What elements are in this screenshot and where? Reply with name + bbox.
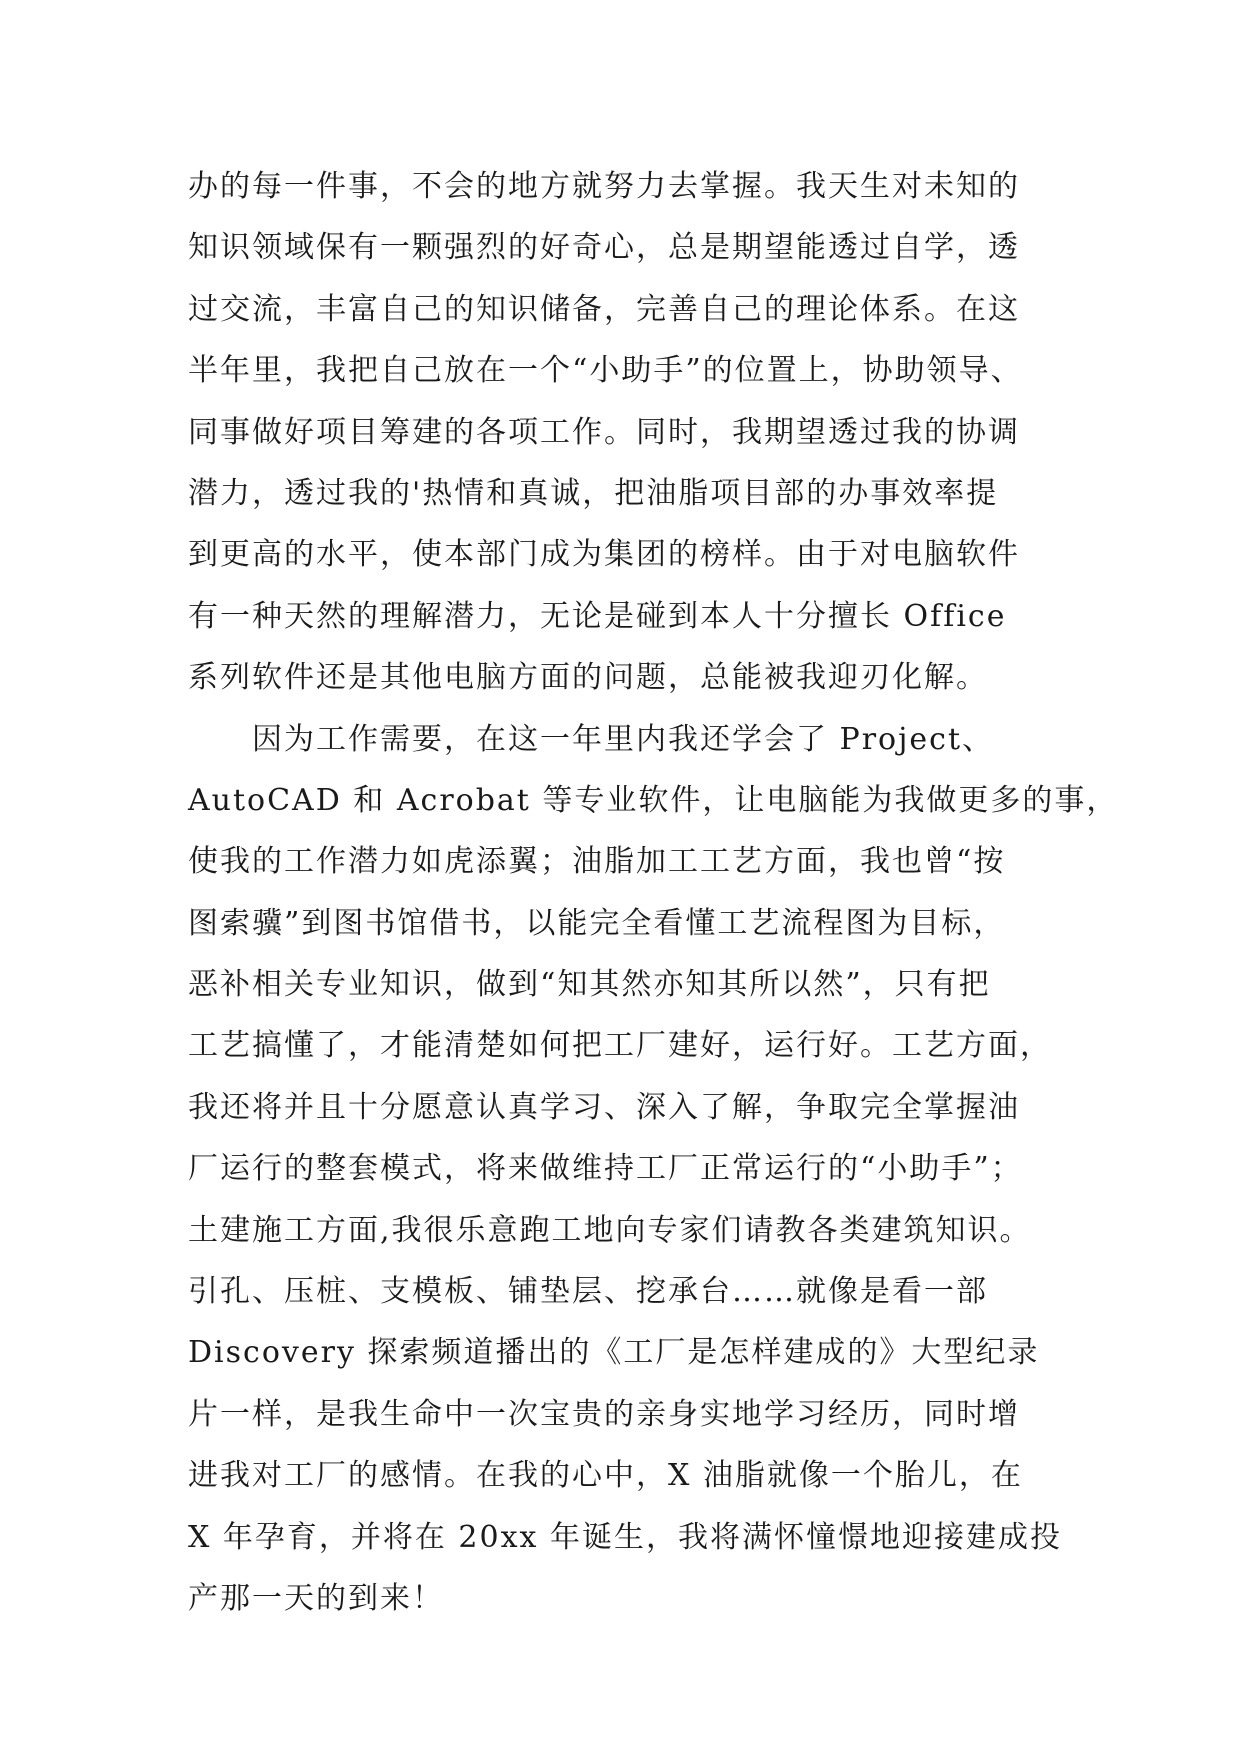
text-line: 恶补相关专业知识，做到“知其然亦知其所以然”，只有把 <box>188 967 991 1003</box>
text-line: 系列软件还是其他电脑方面的问题，总能被我迎刃化解。 <box>188 660 988 696</box>
text-line: 半年里，我把自己放在一个“小助手”的位置上，协助领导、 <box>188 353 1023 389</box>
text-line: 过交流，丰富自己的知识储备，完善自己的理论体系。在这 <box>188 291 1020 327</box>
text-line: 有一种天然的理解潜力，无论是碰到本人十分擅长 Office <box>188 598 1007 634</box>
text-line: 进我对工厂的感情。在我的心中，X 油脂就像一个胎儿，在 <box>188 1458 1023 1494</box>
text-line: 知识领域保有一颗强烈的好奇心，总是期望能透过自学，透 <box>188 230 1020 266</box>
text-line: Discovery 探索频道播出的《工厂是怎样建成的》大型纪录 <box>188 1335 1040 1371</box>
text-line: 使我的工作潜力如虎添翼；油脂加工工艺方面，我也曾“按 <box>188 844 1006 880</box>
text-line: 产那一天的到来！ <box>188 1580 444 1616</box>
text-line: 我还将并且十分愿意认真学习、深入了解，争取完全掌握油 <box>188 1089 1020 1125</box>
body-text <box>188 156 1119 1629</box>
text-line: 到更高的水平，使本部门成为集团的榜样。由于对电脑软件 <box>188 537 1020 573</box>
text-line: X 年孕育，并将在 20xx 年诞生，我将满怀憧憬地迎接建成投 <box>188 1519 1062 1555</box>
text-line: 工艺搞懂了，才能清楚如何把工厂建好，运行好。工艺方面， <box>188 1028 1052 1064</box>
text-line: 潜力，透过我的'热情和真诚，把油脂项目部的办事效率提 <box>188 475 999 511</box>
text-line: 同事做好项目筹建的各项工作。同时，我期望透过我的协调 <box>188 414 1020 450</box>
text-line: 土建施工方面,我很乐意跑工地向专家们请教各类建筑知识。 <box>188 1212 1032 1248</box>
text-line: 片一样，是我生命中一次宝贵的亲身实地学习经历，同时增 <box>188 1396 1020 1432</box>
text-line: 图索骥”到图书馆借书，以能完全看懂工艺流程图为目标， <box>188 905 1006 941</box>
text-line: 办的每一件事，不会的地方就努力去掌握。我天生对未知的 <box>188 169 1020 204</box>
text-line: 引孔、压桩、支模板、铺垫层、挖承台……就像是看一部 <box>188 1274 988 1310</box>
text-line: 厂运行的整套模式，将来做维持工厂正常运行的“小助手”； <box>188 1151 1023 1187</box>
text-line: AutoCAD 和 Acrobat 等专业软件，让电脑能为我做更多的事， <box>188 782 1119 818</box>
text-line: 因为工作需要，在这一年里内我还学会了 Project、 <box>188 721 995 757</box>
